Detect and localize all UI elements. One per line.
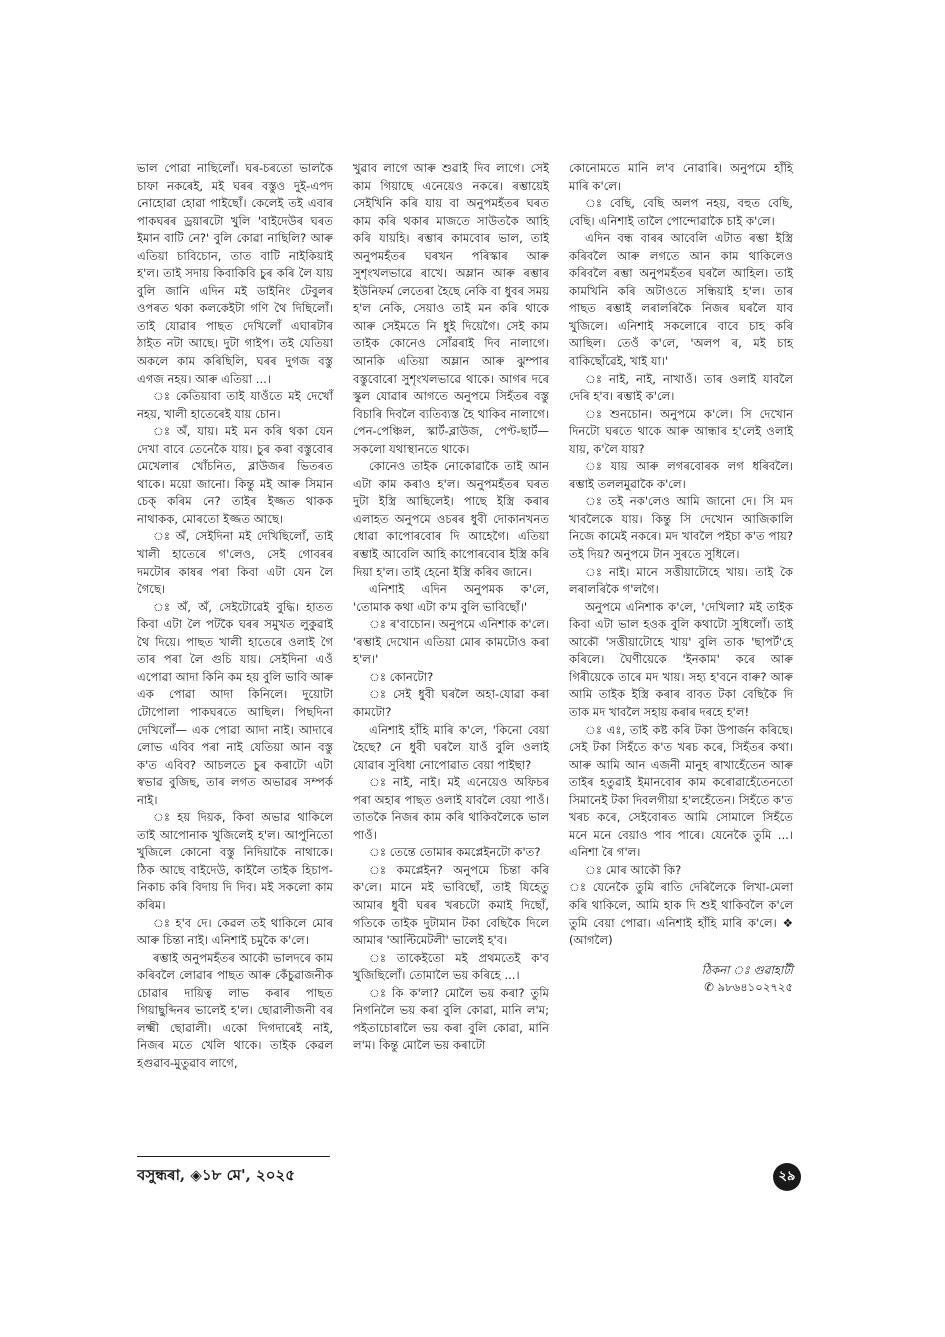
author-phone: ✆ ৯৮৬৪১০২৭২৫	[704, 980, 793, 995]
paragraph: ঃ যায় আৰু লগৰবোৰক লগ ধৰিবলৈ। ৰম্ভাই তললমুৱাকৈ ক'লে।	[569, 459, 793, 491]
paragraph: ঃ তই নক'লেও আমি জানো দে। সি মদ খাবলৈকে যায়। কিন্তু সি দেখোন আজিকালি নিজে কামেই নকৰে। মদ খাবলৈ পইচা ক'ত পায়? তই দিয়? অনুপমে টান সুৰতে সুধিলে।	[569, 494, 793, 562]
paragraph: ঃ অঁ, অঁ, সেইটোৱেই বুদ্ধি। হাতত কিবা এটা লৈ পটকৈ ঘৰৰ সমুখত লুকুৱাই থৈ দিয়ে। পাছত খালী হাতেৰে ওলাই গৈ তাৰ পৰা লৈ গুচি যায়। সেইদিনা এওঁ এপোৱা আদা কিনি কম হয় বুলি ভাবি আৰু এক পোৱা আদা কিনিলে। দুয়োটা টোপোলা পাকঘৰতে আছিল। পিছদিনা দেখিলোঁ— এক পোৱা আদা নাই। আদাৰে লোভ এবিব পৰা নাই যেতিয়া আন বস্তু ক'ত এবিব? আচলতে চুৰ কৰাটো এটা স্বভাৱ বুজিছ, তাৰ লগত অভাৱৰ সম্পৰ্ক নাই।	[137, 599, 333, 807]
paragraph: ঃ অঁ, সেইদিনা মই দেখিছিলোঁ, তাই খালী হাতেৰে গ'লেও, সেই গোবৰৰ দমটোৰ কাষৰ পৰা কিবা এটা যেন লৈ গৈছে।	[137, 529, 333, 597]
paragraph: ঃ ৰ'বাচোন। অনুপমে এনিশাক ক'লে। 'ৰম্ভাই দেখোন এতিয়া মোৰ কামটোও কৰা হ'ল।'	[353, 617, 549, 667]
paragraph: ঃ নাই, নাই, নাখাওঁ। তাৰ ওলাই যাবলৈ দেৰি হ'ব। ৰম্ভাই ক'লে।	[569, 371, 793, 404]
paragraph: ঃ কেতিয়াবা তাই যাওঁতে মই দেখোঁ নহয়, খালী হাতেৰেই যায় চোন।	[137, 389, 333, 421]
page-number-badge: ২৯	[773, 1163, 801, 1191]
paragraph: ৰম্ভাই অনুপমহঁতৰ আকৌ ভালদৰে কাম কৰিবলৈ লোৱাৰ পাছত আৰু কেঁচুৱাজনীক চোৱাৰ দায়িত্ব লাভ কৰাৰ পাছত গিয়াছুব্দিনৰ ভালেই হ'ল। ছোৱালীজনী বৰ লক্ষ্মী ছোৱালী। একো দিগদাৰেই নাই, নিজৰ মতে খেলি থাকে। তাইক কেৱল হগুৱাব-মুতুৱাব লাগে,	[137, 950, 333, 1070]
article-column-3	[569, 160, 793, 997]
article-column-1	[137, 160, 333, 1072]
paragraph: ঃ যেনেকৈ তুমি ৰাতি দেৰিলৈকে লিখা-মেলা কৰি থাকিলে, আমি হাক দি শুই থাকিবলৈ ক'লে তুমি বেয়া পোৱা। এনিশাই হাঁহি মাৰি ক'লে। ❖ (আগলৈ)	[569, 880, 793, 948]
paragraph: ঃ এঃ, তাই কষ্ট কৰি টকা উপাৰ্জন কৰিছে। সেই টকা সিহঁতে ক'ত খৰচ কৰে, সিহঁতৰ কথা। আৰু আমি আন এজনী মানুহ ৰাখাহেঁতেন আৰু তাইৰ হতুৱাই ইমানবোৰ কাম কৰোৱাহেঁতেনতো সিমানেই টকা দিবলগীয়া হ'লহেঁতেন। সিহঁতে ক'ত খৰচ কৰে, সেইবোৰত আমি সোমালে সিহঁতে মনে মনে বেয়াও পাব পাৰে। যেনেকৈ তুমি ...। এনিশা ৰৈ গ'ল।	[569, 722, 793, 860]
paragraph: কোনেও তাইক নোকোৱাকৈ তাই আন এটা কাম কৰাও হ'ল। অনুপমহঁতৰ ঘৰত দুটা ইস্ত্ৰি আছিলেই। পাছে ইস্ত্ৰি কৰাৰ এলাহত অনুপমে ওচৰৰ ধুবী দোকানখনত ধোৱা কাপোৰবোৰ দি আহেগৈ। এতিয়া ৰম্ভাই আবেলি আহি কাপোৰবোৰ ইস্ত্ৰি কৰি দিয়া হ'ল। তাই হেনো ইস্ত্ৰি কৰিব জানে।	[353, 459, 549, 579]
paragraph: ঃ নাই, নাই। মই এনেয়েও অফিচৰ পৰা অহাৰ পাছত ওলাই যাবলৈ বেয়া পাওঁ। তাতকৈ নিজৰ কাম কৰি থাকিবলৈকে ভাল পাওঁ।	[353, 775, 549, 842]
paragraph: ঃ কোনটো?	[369, 669, 434, 684]
paragraph: ঃ সেই ধুবী ঘৰলৈ অহা-যোৱা কৰা কামটো?	[353, 687, 549, 719]
paragraph: ঃ তাকেইতো মই প্ৰথমতেই ক'ব খুজিছিলোঁ। তোমালৈ ভয় কৰিহে ...।	[353, 950, 549, 983]
paragraph: ভাল পোৱা নাছিলোঁ। ঘৰ-চৰতো ভালকৈ চাফা নকৰেই, মই ঘৰৰ বস্তুও দুই-এপদ নোহোৱা হোৱা পাইছোঁ। কেলেই তই এবাৰ পাকঘৰৰ ড্ৰয়াৰটো খুলি 'বাইদেউৰ ঘৰত ইমান বাটি নে?' বুলি কোৱা নাছিলি? আৰু এতিয়া চাবিচোন, তাত বাটি নাইকিয়াই হ'ল। তাই সদায় কিবাকিবি চুৰ কৰি লৈ যায় বুলি জানি এদিন মই ডাইনিং টেবুলৰ ওপৰত থকা কলকেইটা গণি থৈ দিছিলোঁ। তাই যোৱাৰ পাছত দেখিলোঁ এঘাৰটাৰ ঠাইত নটা আছে। দুটা গাইপ। তই যেতিয়া অকলে কাম কৰিছিলি, ঘৰৰ দুগজ বস্তু এগজ নহয়। আৰু এতিয়া ...।	[137, 161, 333, 386]
paragraph: অনুপমে এনিশাক ক'লে, 'দেখিলা? মই তাইক কিবা এটা ভাল হওক বুলি কথাটো সুধিলোঁ। তাই আকৌ 'সত্তীয়াটোহে খায়' বুলি তাক 'ছাপৰ্ট'হে কৰিলে। ঘৈণীয়েকে 'ইনকাম' কৰে আৰু গিৰীয়েকে তাৰে মদ খায়। সহ্য হ'বনে বাৰু? আৰু আমি তাইক ইস্ত্ৰি কৰাৰ বাবত টকা বেছিকৈ দি তাক মদ খাবলৈ সহায় কৰাৰ দৰহে হ'ল!	[569, 599, 793, 719]
paragraph: এনিশাই এদিন অনুপমক ক'লে, 'তোমাক কথা এটা ক'ম বুলি ভাবিছোঁ।'	[353, 582, 549, 614]
paragraph: এনিশাই হাঁহি মাৰি ক'লে, 'কিনো বেয়া হৈছে? নে ধুবী ঘৰলৈ যাওঁ বুলি ওলাই যোৱাৰ সুবিধা নোপোৱাত বেয়া পাইছা?	[353, 722, 549, 772]
footer-rule	[137, 1156, 330, 1157]
paragraph: ঃ মোৰ আকৌ কি?	[585, 862, 682, 877]
paragraph: খুৱাব লাগে আৰু শুৱাই দিব লাগে। সেই কাম গিয়াছে এনেয়েও নকৰে। ৰম্ভায়েই সেইখিনি কৰি যায় বা অনুপমহঁতৰ ঘৰত কাম কৰি থকাৰ মাজতে সাউতকৈ আহি কৰি যায়হি। ৰম্ভাৰ কামবোৰ ভাল, তাই অনুপমহঁতৰ ঘৰখন পৰিস্কাৰ আৰু সুশৃংখলভাৱে ৰাখে। অম্লান আৰু ৰম্ভাৰ ইউনিফৰ্ম লেতেৰা হৈছে নেকি বা ধুবৰ সময় হ'ল নেকি, সেয়াও তাই মন কৰি থাকে আৰু সেইমতে নি ধুই দিয়েগৈ। সেই কাম তাইক কোনেও সোঁৱৰাই দিব নালাগে। আনকি এতিয়া অম্লান আৰু ঝুম্পাৰ বস্তুবোৰো সুশৃংখলভাৱে থাকে। আগৰ দৰে স্কুল যোৱাৰ আগতে অনুপমে সিহঁতৰ বস্তু বিচাৰি দিবলৈ ব্যতিব্যস্ত হৈ থাকিব নালাগে। পেন-পেঞ্চিল, স্কাৰ্ট-ব্লাউজ, পেণ্ট-ছাৰ্ট— সকলো যথাস্থানতে থাকে।	[353, 161, 549, 456]
paragraph: ঃ বেছি, বেছি অলপ নহয়, বহুত বেছি, বেছি। এনিশাই তালৈ পোন্দোৱাকৈ চাই ক'লে।	[569, 196, 793, 228]
paragraph: এদিন বন্ধ বাৰৰ আবেলি এটাত ৰম্ভা ইস্ত্ৰি কৰিবলৈ আৰু লগতে আন কাম থাকিলেও কৰিবলৈ ৰম্ভা অনুপমহঁতৰ ঘৰলৈ আহিল। তাই কামখিনি কৰি অটাওতে সন্ধিয়াই হ'ল। তাৰ পাছত ৰম্ভাই লৰালৰিকৈ নিজৰ ঘৰলৈ যাব খুজিলে। এনিশাই সকলোৰে বাবে চাহ কৰি আছিল। তেওঁ ক'লে, 'অলপ ৰ, মই চাহ বাকিছোঁৱেই, খাই যা।'	[569, 231, 793, 369]
paragraph: ঃ হয় দিয়ক, কিবা অভাৱ থাকিলে তাই আপোনাক খুজিলেই হ'ল। আপুনিতো খুজিলে কোনো বস্তু নিদিয়াকৈ নাথাকে। ঠিক আছে বাইদেউ, কাইলৈ তাইক হিচাপ-নিকাচ কৰি বিদায় দি দিব। মই সকলো কাম কৰিম।	[137, 810, 333, 912]
paragraph: ঃ অঁ, যায়। মই মন কৰি থকা যেন দেখা বাবে তেনেকৈ যায়। চুৰ কৰা বস্তুবোৰ মেখেলাৰ খোঁচনিত, ব্লাউজৰ ভিতৰত থাকে। ময়ো জানো। কিন্তু মই আৰু সিমান চেক্ কৰিম নে? তাইৰ ইজ্জত থাকক নাথাকক, মোৰতো ইজ্জত আছে।	[137, 424, 333, 526]
paragraph: ঃ কি ক'লা? মোলৈ ভয় কৰা? তুমি নিগনিলৈ ভয় কৰা বুলি কোৱা, মানি ল'ম; পইতাচোৰালৈ ভয় কৰা বুলি কোৱা, মানি ল'ম। কিন্তু মোলৈ ভয় কৰাটো	[353, 985, 549, 1053]
paragraph: কোনোমতে মানি ল'ব নোৱাৰি। অনুপমে হাঁহি মাৰি ক'লে।	[569, 161, 793, 193]
paragraph: ঃ কমপ্লেইন? অনুপমে চিন্তা কৰি ক'লে। মানে মই ভাবিছোঁ, তাই যিহেতু আমাৰ ধুবী ঘৰৰ খৰচটো কমাই দিছোঁ, গতিকে তাইক দুটামান টকা বেছিকৈ দিলে আমাৰ 'আল্টিমেটলী' ভালেই হ'ব।	[353, 862, 549, 948]
paragraph: ঃ তেন্তে তোমাৰ কমপ্লেইনটো ক'ত?	[369, 845, 541, 860]
article-column-2	[353, 160, 549, 1055]
author-address: ঠিকনা ঃ গুৱাহাটী	[701, 962, 793, 977]
paragraph: ঃ নাই। মানে সত্তীয়াটোহে খায়। তাই কৈ লৰালৰিকৈ গ'লগৈ।	[569, 564, 793, 597]
paragraph: ঃ শুনচোন। অনুপমে ক'লে। সি দেখোন দিনটো ঘৰতে থাকে আৰু আন্ধাৰ হ'লেই ওলাই যায়, ক'লৈ যায়?	[569, 406, 793, 456]
paragraph: ঃ হ'ব দে। কেৱল তই থাকিলে মোৰ আৰু চিন্তা নাই। এনিশাই চমুকৈ ক'লে।	[137, 915, 333, 948]
magazine-issue-line: বসুন্ধৰা, ◈১৮ মে', ২০২৫	[137, 1166, 296, 1184]
